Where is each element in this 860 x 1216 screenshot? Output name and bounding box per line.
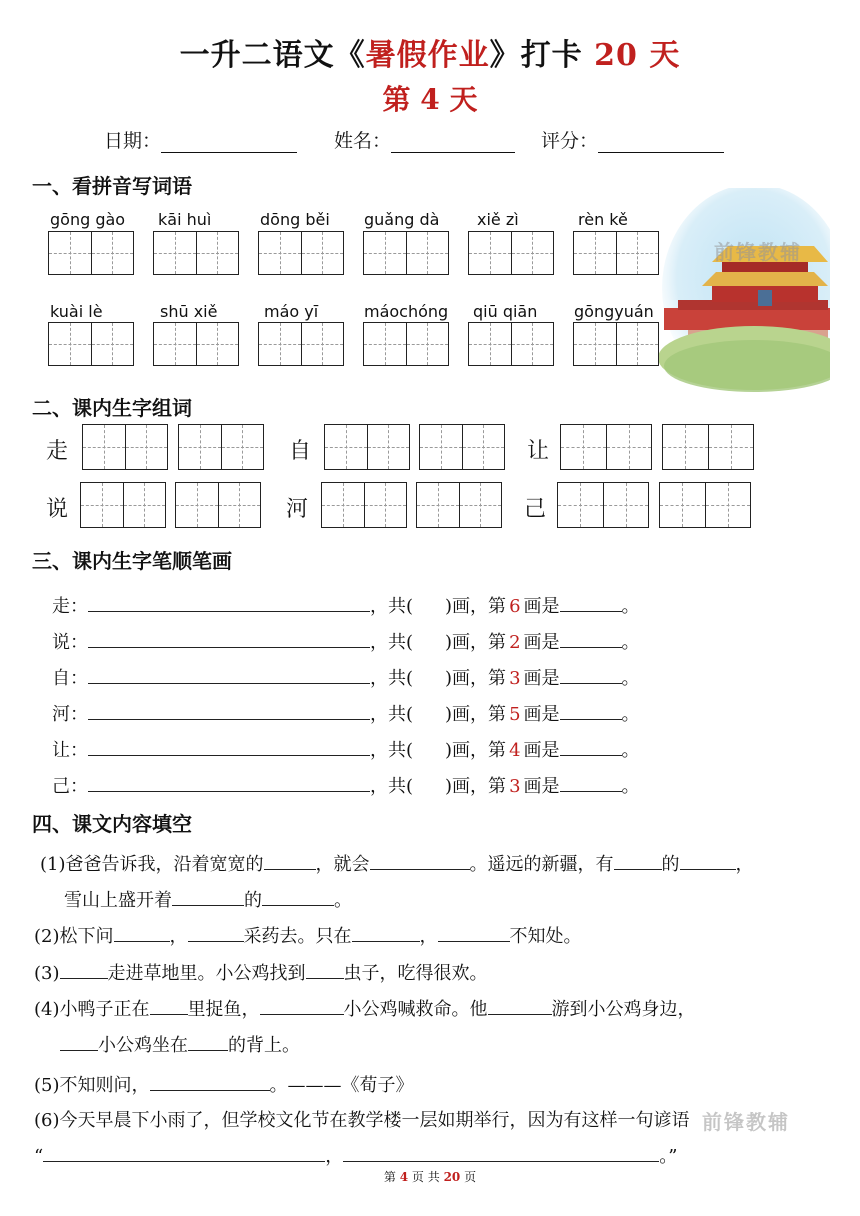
pinyin-5: xiě zì bbox=[477, 210, 519, 229]
pinyin-2: kāi huì bbox=[158, 210, 212, 229]
fill-blank[interactable] bbox=[343, 1143, 659, 1162]
section4-heading: 四、课文内容填空 bbox=[32, 812, 192, 836]
fill-q4-line1: (4)小鸭子正在 里捉鱼， 小公鸡喊救命。他 游到小公鸡身边， bbox=[34, 995, 696, 1021]
fill-blank[interactable] bbox=[60, 1032, 98, 1051]
word-box-4[interactable] bbox=[419, 424, 505, 470]
day-label: 第 4 天 bbox=[382, 83, 478, 116]
tiananmen-illustration bbox=[658, 188, 830, 396]
char-shuo: 说 bbox=[46, 497, 69, 522]
name-field: 姓名： bbox=[334, 126, 515, 153]
date-field: 日期： bbox=[104, 126, 297, 153]
pinyin-8: shū xiě bbox=[160, 302, 218, 321]
fill-blank[interactable] bbox=[306, 960, 344, 979]
write-box-4[interactable] bbox=[363, 231, 449, 275]
fill-blank[interactable] bbox=[114, 923, 170, 942]
write-box-3[interactable] bbox=[258, 231, 344, 275]
word-box-8[interactable] bbox=[175, 482, 261, 528]
write-box-11[interactable] bbox=[468, 322, 554, 366]
write-box-6[interactable] bbox=[573, 231, 659, 275]
stroke-row-2: 说： ，共( )画，第 2 画是 。 bbox=[52, 628, 640, 654]
stroke-row-4: 河： ，共( )画，第 5 画是 。 bbox=[52, 700, 640, 726]
char-ji: 己 bbox=[524, 497, 547, 522]
stroke-row-3: 自： ，共( )画，第 3 画是 。 bbox=[52, 664, 640, 690]
fill-q6-line2: “ ， 。” bbox=[34, 1142, 677, 1168]
watermark-bottom: 前锋教辅 bbox=[702, 1110, 790, 1134]
word-box-1[interactable] bbox=[82, 424, 168, 470]
section3-heading: 三、课内生字笔顺笔画 bbox=[32, 549, 232, 573]
stroke-row-5: 让： ，共( )画，第 4 画是 。 bbox=[52, 736, 640, 762]
stroke-answer-blank[interactable] bbox=[560, 701, 622, 720]
stroke-answer-blank[interactable] bbox=[560, 593, 622, 612]
pinyin-11: qiū qiān bbox=[473, 302, 538, 321]
stroke-blank[interactable] bbox=[88, 593, 370, 612]
write-box-5[interactable] bbox=[468, 231, 554, 275]
word-box-5[interactable] bbox=[560, 424, 652, 470]
stroke-answer-blank[interactable] bbox=[560, 737, 622, 756]
fill-blank[interactable] bbox=[150, 1072, 270, 1091]
name-blank[interactable] bbox=[391, 132, 515, 153]
word-box-3[interactable] bbox=[324, 424, 410, 470]
fill-q3: (3) 走进草地里。小公鸡找到 虫子，吃得很欢。 bbox=[34, 959, 488, 985]
pinyin-4: guǎng dà bbox=[364, 210, 440, 229]
stroke-blank[interactable] bbox=[88, 629, 370, 648]
score-field: 评分： bbox=[541, 126, 724, 153]
write-box-1[interactable] bbox=[48, 231, 134, 275]
score-blank[interactable] bbox=[598, 132, 724, 153]
word-box-10[interactable] bbox=[416, 482, 502, 528]
stroke-answer-blank[interactable] bbox=[560, 773, 622, 792]
fill-q4-line2: 小公鸡坐在 的背上。 bbox=[60, 1031, 300, 1057]
watermark-top: 前锋教辅 bbox=[714, 240, 802, 264]
stroke-row-1: 走： ，共( )画，第 6 画是 。 bbox=[52, 592, 640, 618]
fill-q5: (5)不知则问， 。———《荀子》 bbox=[34, 1071, 414, 1097]
fill-blank[interactable] bbox=[172, 887, 244, 906]
word-box-11[interactable] bbox=[557, 482, 649, 528]
fill-blank[interactable] bbox=[60, 960, 108, 979]
word-box-12[interactable] bbox=[659, 482, 751, 528]
pinyin-3: dōng běi bbox=[260, 210, 330, 229]
word-box-7[interactable] bbox=[80, 482, 166, 528]
fill-blank[interactable] bbox=[264, 851, 316, 870]
pinyin-12: gōngyuán bbox=[574, 302, 654, 321]
fill-q1-line2: 雪山上盛开着 的 。 bbox=[64, 886, 352, 912]
stroke-blank[interactable] bbox=[88, 665, 370, 684]
stroke-blank[interactable] bbox=[88, 737, 370, 756]
pinyin-1: gōng gào bbox=[50, 210, 126, 229]
fill-blank[interactable] bbox=[188, 1032, 228, 1051]
write-box-7[interactable] bbox=[48, 322, 134, 366]
section1-heading: 一、看拼音写词语 bbox=[32, 174, 192, 198]
stroke-blank[interactable] bbox=[88, 773, 370, 792]
pinyin-9: máo yī bbox=[264, 302, 319, 321]
char-rang: 让 bbox=[527, 439, 550, 464]
fill-blank[interactable] bbox=[370, 851, 470, 870]
stroke-blank[interactable] bbox=[88, 701, 370, 720]
fill-q6-line1: (6)今天早晨下小雨了，但学校文化节在教学楼一层如期举行，因为有这样一句谚语 bbox=[34, 1110, 690, 1131]
fill-blank[interactable] bbox=[150, 996, 188, 1015]
fill-blank[interactable] bbox=[260, 996, 344, 1015]
fill-blank[interactable] bbox=[614, 851, 662, 870]
word-box-6[interactable] bbox=[662, 424, 754, 470]
stroke-row-6: 己： ，共( )画，第 3 画是 。 bbox=[52, 772, 640, 798]
fill-blank[interactable] bbox=[680, 851, 736, 870]
char-he: 河 bbox=[286, 497, 309, 522]
date-blank[interactable] bbox=[161, 132, 297, 153]
write-box-8[interactable] bbox=[153, 322, 239, 366]
fill-q1-line1: (1)爸爸告诉我，沿着宽宽的 ，就会 。遥远的新疆，有 的 ， bbox=[40, 850, 754, 876]
page-footer: 第 4 页 共 20 页 bbox=[383, 1170, 477, 1184]
write-box-10[interactable] bbox=[363, 322, 449, 366]
char-zi: 自 bbox=[289, 439, 312, 464]
pinyin-7: kuài lè bbox=[50, 302, 103, 321]
page-title: 一升二语文《暑假作业》打卡 20 天 bbox=[179, 38, 681, 73]
word-box-2[interactable] bbox=[178, 424, 264, 470]
stroke-answer-blank[interactable] bbox=[560, 665, 622, 684]
word-box-9[interactable] bbox=[321, 482, 407, 528]
fill-blank[interactable] bbox=[262, 887, 334, 906]
fill-q2: (2)松下问 ， 采药去。只在 ， 不知处。 bbox=[34, 922, 582, 948]
pinyin-6: rèn kě bbox=[578, 210, 628, 229]
char-zou: 走 bbox=[46, 439, 69, 464]
write-box-12[interactable] bbox=[573, 322, 659, 366]
fill-blank[interactable] bbox=[352, 923, 420, 942]
pinyin-10: máochóng bbox=[364, 302, 449, 321]
fill-blank[interactable] bbox=[43, 1143, 325, 1162]
section2-heading: 二、课内生字组词 bbox=[32, 396, 192, 420]
fill-blank[interactable] bbox=[488, 996, 552, 1015]
write-box-9[interactable] bbox=[258, 322, 344, 366]
fill-blank[interactable] bbox=[438, 923, 510, 942]
fill-blank[interactable] bbox=[188, 923, 244, 942]
stroke-answer-blank[interactable] bbox=[560, 629, 622, 648]
write-box-2[interactable] bbox=[153, 231, 239, 275]
